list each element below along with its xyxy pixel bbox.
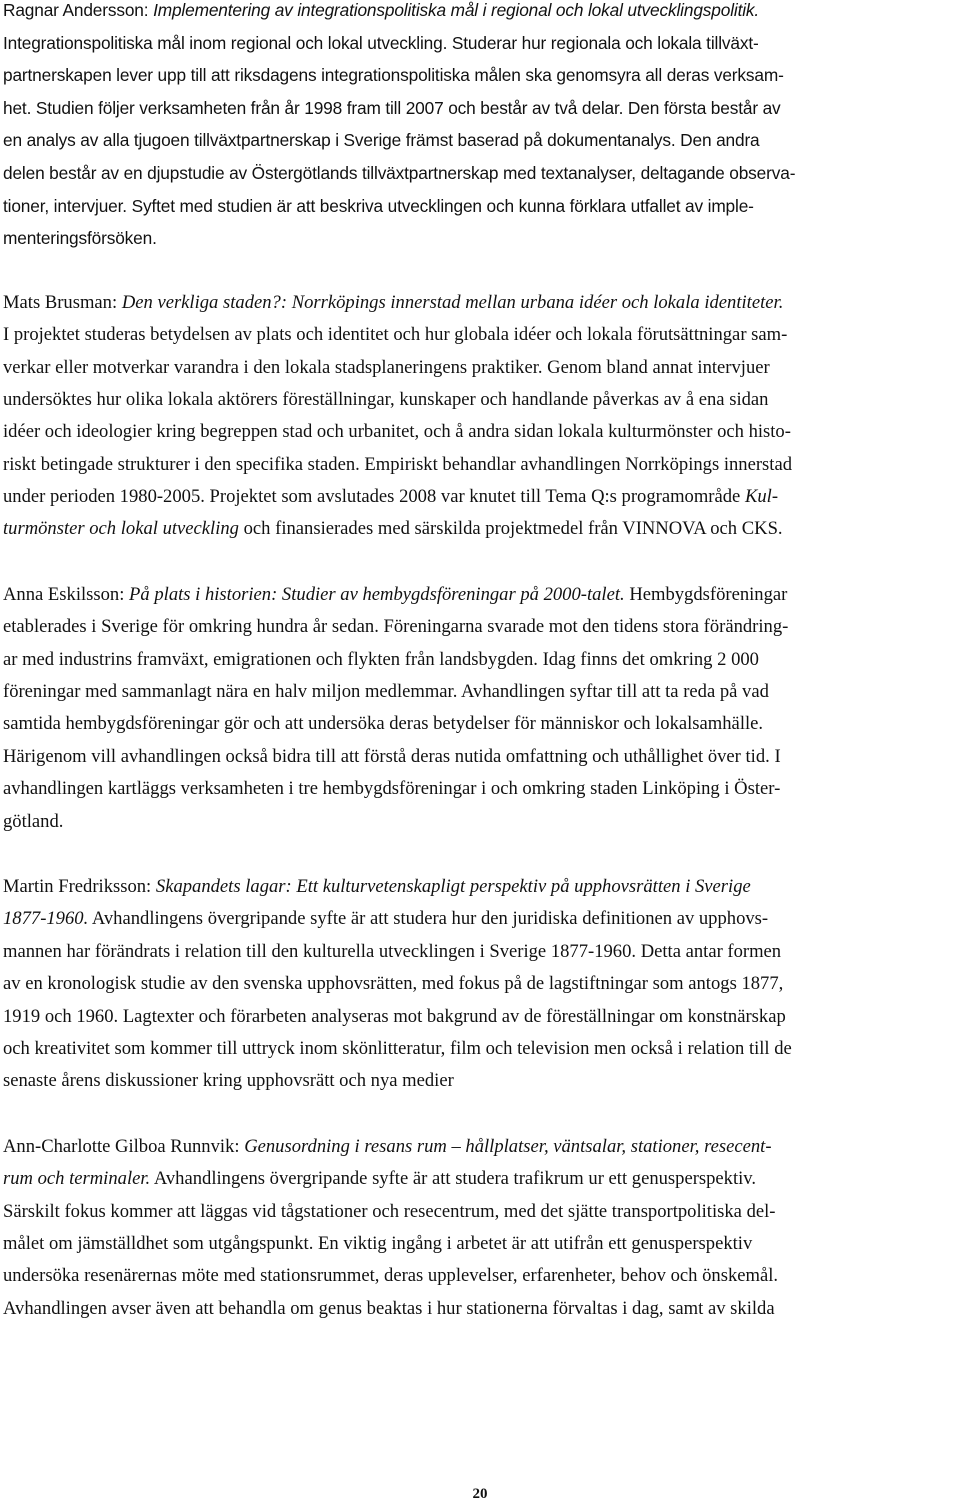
entry-line: riskt betingade strukturer i den specifika staden. Empiriskt behandlar avhandlingen Norrköpings innerstad <box>3 453 792 475</box>
entry-line: idéer och ideologier kring begreppen stad och urbanitet, och å andra sidan lokala kulturmönster och histo- <box>3 421 791 443</box>
page-number: 20 <box>472 1486 488 1502</box>
dissertation-title: Genusordning i resans rum – hållplatser, väntsalar, stationer, resecent- <box>244 1135 772 1157</box>
entry-line: het. Studien följer verksamheten från år 1998 fram till 2007 och består av två delar. Den första består av <box>3 97 781 118</box>
entry-line: mannen har förändrats i relation till den kulturella utvecklingen i Sverige 1877-1960. Detta antar formen <box>3 940 782 962</box>
author-name: Mats Brusman: <box>3 291 118 313</box>
dissertation-title: rum och terminaler. <box>3 1168 151 1190</box>
entry-line: 1919 och 1960. Lagtexter och förarbeten analyseras mot bakgrund av de föreställningar om konstnärskap <box>3 1005 786 1027</box>
entry-line: en analys av alla tjugoen tillväxtpartnerskap i Sverige främst baserad på dokumentanalys. Den andra <box>3 130 760 151</box>
entry-line: av en kronologisk studie av den svenska upphovsrätten, med fokus på de lagstiftningar som antogs 1877, <box>3 973 784 995</box>
entry-line: föreningar med sammanlagt nära en halv miljon medlemmar. Avhandlingen syftar till att ta reda på vad <box>3 681 769 703</box>
dissertation-title: Skapandets lagar: Ett kulturvetenskapligt perspektiv på upphovsrätten i Sverige <box>155 876 751 897</box>
entry-line: Integrationspolitiska mål inom regional och lokal utveckling. Studerar hur regionala och lokala tillväxt- <box>3 32 759 53</box>
dissertation-title: På plats i historien: Studier av hembygdsföreningar på 2000-talet. <box>129 583 625 605</box>
entry-line <box>3 481 960 513</box>
entry-line: senaste årens diskussioner kring upphovsrätt och nya medier <box>3 1070 454 1092</box>
dissertation-entry-gilboa-runnvik <box>3 1131 960 1325</box>
entry-line: undersöka resenärernas möte med stationsrummet, deras upplevelser, erfarenheter, behov och önskemål. <box>3 1265 779 1287</box>
entry-line: I projektet studeras betydelsen av plats och identitet och hur globala idéer och lokala förutsättningar sam- <box>3 324 788 346</box>
author-name: Anna Eskilsson: <box>3 583 125 605</box>
dissertation-title: 1877-1960. <box>3 908 89 930</box>
dissertation-entry-brusman <box>3 287 960 546</box>
entry-line: menteringsförsöken. <box>3 228 157 249</box>
entry-text: Avhandlingens övergripande syfte är att studera trafikrum ur ett genusperspektiv. <box>150 1168 757 1190</box>
entry-heading-line <box>3 287 960 319</box>
entry-heading-line <box>3 1131 960 1163</box>
entry-line: Avhandlingen avser även att behandla om genus beaktas i hur stationerna förvaltas i dag, samt av skilda <box>3 1297 775 1319</box>
entry-text: under perioden 1980-2005. Projektet som avslutades 2008 var knutet till Tema Q:s programområde <box>3 486 741 508</box>
entry-text: och finansierades med särskilda projektmedel från VINNOVA och CKS. <box>238 518 783 540</box>
entry-line: ar med industrins framväxt, emigrationen och flykten från landsbygden. Idag finns det omkring 2 000 <box>3 648 759 670</box>
entry-line: samtida hembygdsföreningar gör och att undersöka deras betydelser för människor och lokalsamhälle. <box>3 713 764 735</box>
entry-heading-line <box>3 579 960 611</box>
entry-heading-line <box>3 871 960 903</box>
author-name: Ragnar Andersson: <box>3 0 149 20</box>
entry-line: verkar eller motverkar varandra i den lokala stadsplaneringens praktiker. Genom bland annat intervjuer <box>3 356 770 378</box>
dissertation-entry-eskilsson <box>3 579 960 838</box>
entry-line <box>3 513 960 545</box>
entry-line: etablerades i Sverige för omkring hundra år sedan. Föreningarna svarade mot den tidens stora förändring- <box>3 616 789 638</box>
entry-line: målet om jämställdhet som utgångspunkt. En viktig ingång i arbetet är att utifrån ett genusperspektiv <box>3 1232 753 1254</box>
entry-line: undersöktes hur olika lokala aktörers föreställningar, kunskaper och handlande påverkas av å ena sidan <box>3 388 769 410</box>
entry-line <box>3 903 960 935</box>
dissertation-entry-andersson <box>3 0 960 255</box>
program-name: turmönster och lokal utveckling <box>3 518 239 540</box>
entry-text: Hembygdsföreningar <box>624 583 788 605</box>
dissertation-title: Den verkliga staden?: Norrköpings innerstad mellan urbana idéer och lokala identiteter. <box>121 291 784 313</box>
dissertation-title: Implementering av integrationspolitiska mål i regional och lokal utvecklingspolitik. <box>153 0 760 20</box>
author-name: Ann-Charlotte Gilboa Runnvik: <box>3 1135 240 1157</box>
entry-line: partnerskapen lever upp till att riksdagens integrationspolitiska målen ska genomsyra all deras verksam- <box>3 65 784 86</box>
document-page <box>3 0 960 1325</box>
entry-line <box>3 1163 960 1195</box>
entry-line: och kreativitet som kommer till uttryck inom skönlitteratur, film och television men också i relation till de <box>3 1037 792 1059</box>
entry-line: Härigenom vill avhandlingen också bidra till att förstå deras nutida omfattning och uthållighet över tid. I <box>3 745 781 767</box>
author-name: Martin Fredriksson: <box>3 876 152 897</box>
entry-heading-line <box>3 0 960 27</box>
entry-line: tioner, intervjuer. Syftet med studien är att beskriva utvecklingen och kunna förklara utfallet av imple- <box>3 195 754 216</box>
entry-line: Särskilt fokus kommer att läggas vid tågstationer och resecentrum, med det sjätte transportpolitiska del- <box>3 1200 776 1222</box>
entry-line: avhandlingen kartläggs verksamheten i tre hembygdsföreningar i och omkring staden Linköping i Öster- <box>3 778 781 800</box>
entry-text: Avhandlingens övergripande syfte är att studera hur den juridiska definitionen av upphovs- <box>88 908 769 930</box>
entry-line: götland. <box>3 810 64 832</box>
program-name: Kul- <box>744 486 779 508</box>
dissertation-entry-fredriksson <box>3 871 960 1098</box>
entry-line: delen består av en djupstudie av Östergötlands tillväxtpartnerskap med textanalyser, deltagande observa- <box>3 162 796 183</box>
